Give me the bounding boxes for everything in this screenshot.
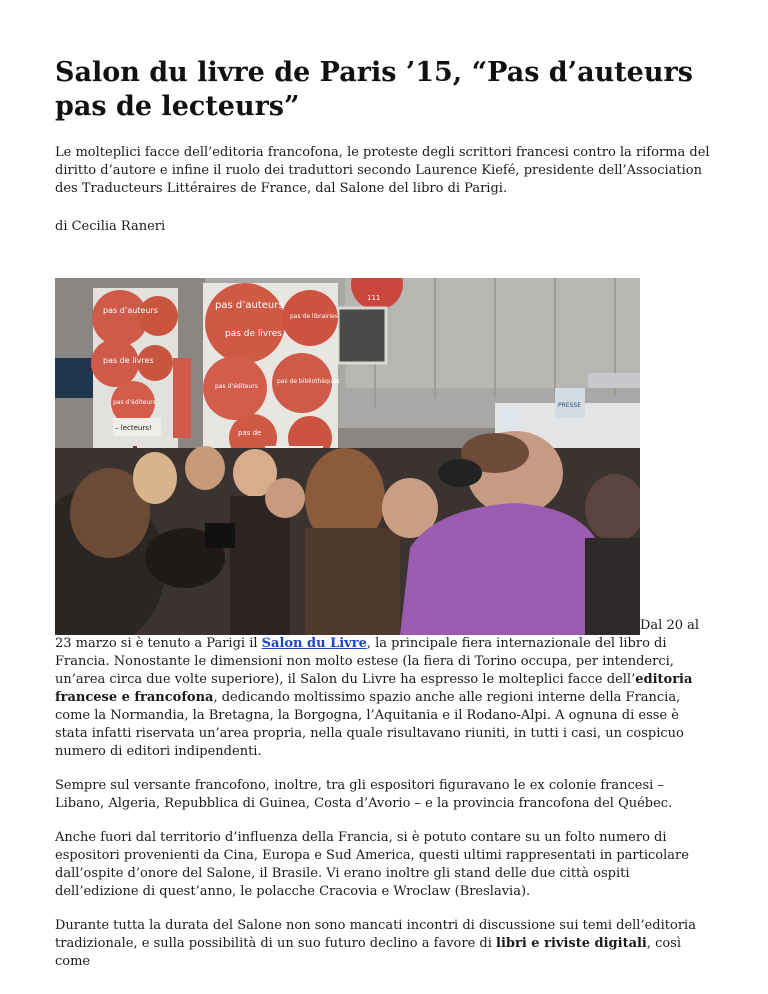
paragraph-2: Sempre sul versante francofono, inoltre, tra gli espositori figuravano le ex colonie francesi – Libano, Algeria, Repubblica di Guinea, Costa d’Avorio – e la provincia francofona del Québec. (55, 778, 673, 811)
fair-photo (55, 278, 640, 635)
paragraph-1 (55, 278, 715, 761)
article-lead: Le molteplici facce dell’editoria francofona, le proteste degli scrittori francesi contro la riforma del diritto d’autore e infine il ruolo dei traduttori secondo Laurence Kiefé, presidente dell’Association des Traducteurs Littéraires de France, dal Salone del libro di Parigi. (55, 145, 710, 196)
sign-left-text-4: – lecteurs! (115, 424, 152, 432)
sign-center-text-3: pas de librairies (290, 313, 338, 320)
sign-center-text-5: pas de bibliothèques (277, 378, 340, 385)
sign-center-text-4: pas d’éditeurs (215, 383, 258, 390)
paragraph-1-text-a: Dal 20 al 23 marzo si è tenuto a Parigi il (55, 618, 700, 651)
paragraph-4-text-b: , così come (55, 936, 682, 969)
paragraph-4-text-a: Durante tutta la durata del Salone non sono mancati incontri di discussione sui temi dell’editoria tradizionale, e sulla possibilità di un suo futuro declino a favore di (55, 918, 696, 951)
paragraph-4-bold: libri e riviste digitali (496, 936, 647, 951)
paragraph-1-bold: editoria francese e francofona (55, 672, 693, 705)
sign-center-text-6: pas de (238, 429, 262, 437)
sign-center-text-2: pas de livres (225, 329, 282, 339)
booth-number: 111 (367, 294, 381, 302)
sign-left-text-1: pas d’auteurs (103, 306, 158, 315)
paragraph-1-text-b: , la principale fiera internazionale del libro di Francia. Nonostante le dimensioni non molto estese (la fiera di Torino occupa, per intenderci, un’area circa due volte superiore), il Salon du Livre ha espresso le molteplici facce dell’ (55, 636, 674, 687)
paragraph-3: Anche fuori dal territorio d’influenza della Francia, si è potuto contare su un folto numero di espositori provenienti da Cina, Europa e Sud America, questi ultimi rappresentati in particolare dall’ospite d’onore del Salone, il Brasile. Vi erano inoltre gli stand delle due città ospiti dell’edizione di quest’anno, le polacche Cracovia e Wroclaw (Breslavia). (55, 830, 689, 899)
paragraph-1-text-c: , dedicando moltissimo spazio anche alle regioni interne della Francia, come la Normandia, la Bretagna, la Borgogna, l’Aquitania e il Rodano-Alpi. A ognuna di esse è stata infatti riservata un’area propria, nella quale risultavano riuniti, in tutti i casi, un cospicuo numero di editori indipendenti. (55, 690, 684, 759)
salon-du-livre-link[interactable]: Salon du Livre (261, 636, 367, 651)
sign-left-text-3: pas d’éditeurs (113, 399, 156, 406)
article (55, 0, 715, 971)
sign-center-text-1: pas d’auteurs (215, 300, 284, 311)
protest-crowd-image (55, 278, 640, 635)
byline: di Cecilia Raneri (55, 219, 166, 234)
paragraph-4 (55, 917, 715, 971)
sign-left-text-2: pas de livres (103, 356, 154, 365)
page-title: Salon du livre de Paris ’15, “Pas d’auteurs pas de lecteurs” (55, 57, 693, 122)
stand-sign: PRESSE (558, 402, 581, 409)
